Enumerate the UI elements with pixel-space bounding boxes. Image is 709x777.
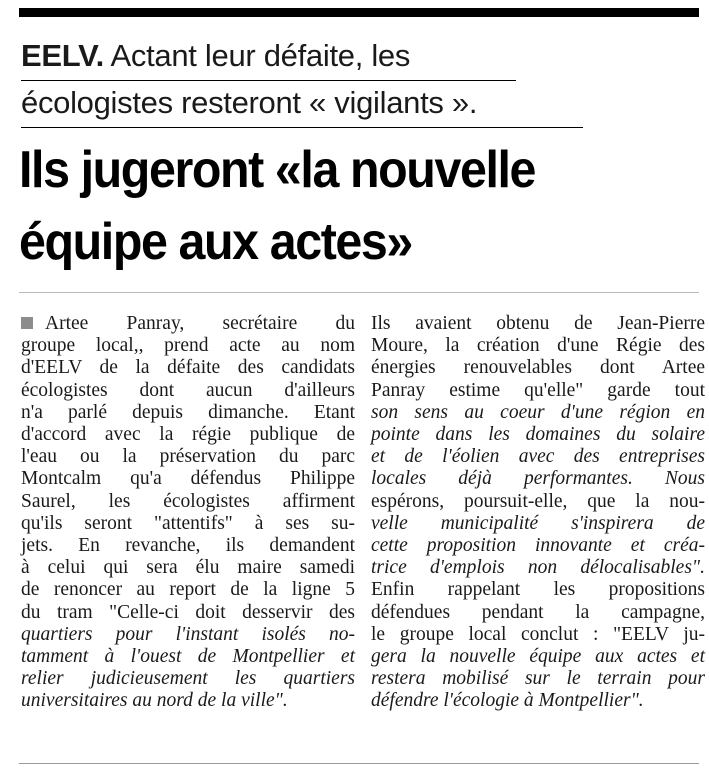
article-text-line: d'accord avec la régie publique de [21, 424, 355, 446]
article-text-line: du tram "Celle-ci doit desservir des [21, 601, 355, 623]
article-text-line: défendre l'écologie à Montpellier". [371, 690, 644, 712]
article-text-line: énergies renouvelables dont Artee [371, 357, 705, 379]
headline-line-2: équipe aux actes» [19, 213, 412, 271]
article-text-line: quartiers pour l'instant isolés no- [21, 623, 355, 645]
headline-line-1: Ils jugeront «la nouvelle [19, 141, 536, 199]
article-text-line: de renoncer au report de la ligne 5 [21, 579, 355, 601]
article-text-line: Panray estime qu'elle" garde tout [371, 379, 705, 401]
article-text-line: pointe dans les domaines du solaire [371, 424, 705, 446]
kicker [21, 34, 621, 128]
headline-separator [19, 292, 699, 293]
article-text-line: son sens au coeur d'une région en [371, 401, 705, 423]
article-text-line: le groupe local conclut : "EELV ju- [371, 623, 705, 645]
article-text-line: et de l'éolien avec des entreprises [371, 446, 705, 468]
article-text-line: velle municipalité s'inspirera de [371, 512, 705, 534]
article-text-line: cette proposition innovante et créa- [371, 535, 705, 557]
article-text-line: qu'ils seront "attentifs" à ses su- [21, 512, 355, 534]
paragraph-bullet-icon [21, 317, 33, 329]
article-text-line: Artee Panray, secrétaire du [21, 313, 355, 335]
bottom-rule [19, 763, 699, 764]
article-text-line: n'a parlé depuis dimanche. Etant [21, 401, 355, 423]
article-text-line: trice d'emplois non délocalisables". [371, 557, 705, 579]
top-rule [19, 8, 699, 17]
headline [19, 134, 656, 278]
article-text-line: défendues pendant la campagne, [371, 601, 705, 623]
article-text-line: écologistes dont aucun d'ailleurs [21, 379, 355, 401]
article-text-line: d'EELV de la défaite des candidats [21, 357, 355, 379]
article-text-line: Ils avaient obtenu de Jean-Pierre [371, 313, 705, 334]
kicker-tag: EELV. [21, 38, 104, 73]
article-text-line: l'eau ou la préservation du parc [21, 446, 355, 468]
article-text-line: tamment à l'ouest de Montpellier et [21, 646, 355, 668]
article-text-line: Moure, la création d'une Régie des [371, 335, 705, 357]
article-column-left [21, 313, 355, 713]
article-text-line: Enfin rappelant les propositions [371, 579, 705, 601]
kicker-line-1 [21, 34, 516, 81]
article-text-line: groupe local,, prend acte au nom [21, 335, 355, 357]
article-text-line: restera mobilisé sur le terrain pour [371, 668, 705, 690]
article-text-line: à celui qui sera élu maire samedi [21, 557, 355, 579]
article-text-line: locales déjà performantes. Nous [371, 468, 705, 490]
article-text-line: universitaires au nord de la ville". [21, 690, 288, 712]
article-text-line: jets. En revanche, ils demandent [21, 535, 355, 557]
article-text-line: Montcalm qu'a défendus Philippe [21, 468, 355, 490]
article-text-line: relier judicieusement les quartiers [21, 668, 355, 690]
article-text-line: Saurel, les écologistes affirment [21, 490, 355, 512]
kicker-line-1-text: Actant leur défaite, les [103, 38, 411, 73]
kicker-line-2: écologistes resteront « vigilants ». [21, 81, 583, 128]
article-text-line: gera la nouvelle équipe aux actes et [371, 646, 705, 668]
article-text-line: espérons, poursuit-elle, que la nou- [371, 490, 705, 512]
article-column-right [371, 313, 705, 713]
